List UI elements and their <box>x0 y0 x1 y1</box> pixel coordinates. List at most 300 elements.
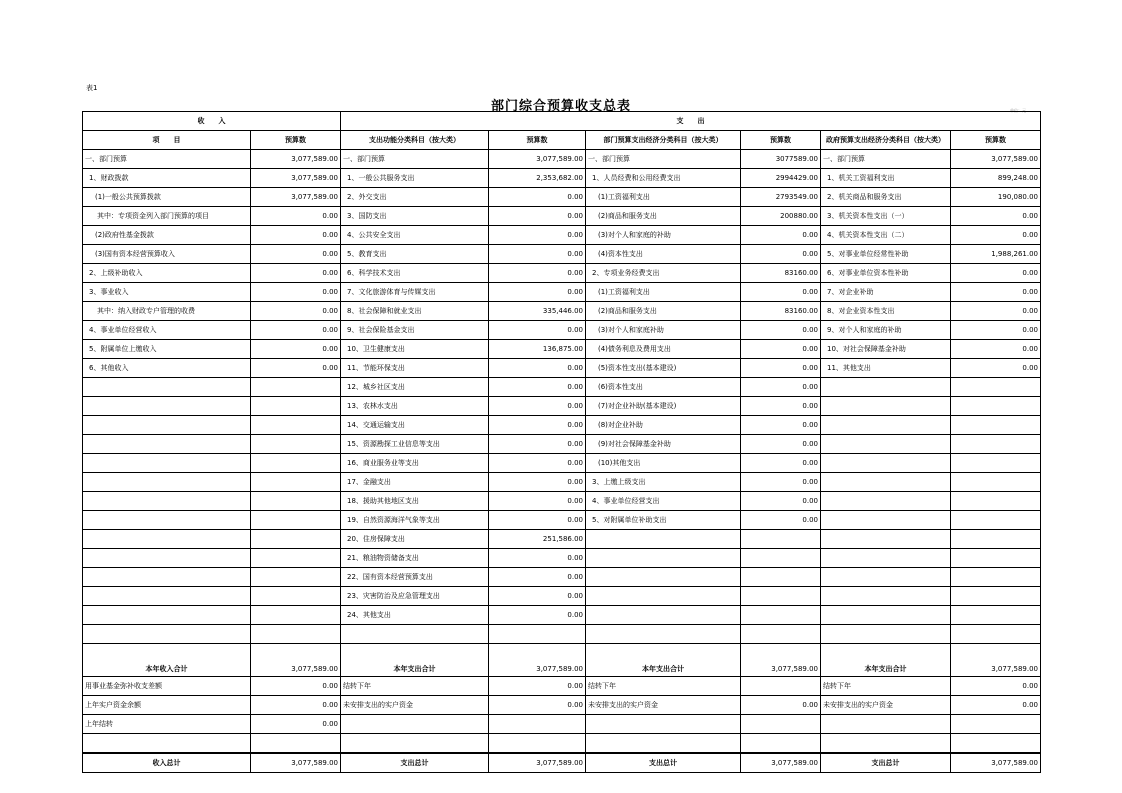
income-amount: 0.00 <box>251 696 341 715</box>
functional-amount: 0.00 <box>489 549 586 568</box>
gov-economic-item: 9、对个人和家庭的补助 <box>821 321 951 340</box>
gov-economic-amount <box>951 587 1041 606</box>
dept-economic-item: (2)商品和服务支出 <box>586 302 741 321</box>
dept-economic-item: (8)对企业补助 <box>586 416 741 435</box>
functional-amount: 0.00 <box>489 397 586 416</box>
functional-amount: 0.00 <box>489 454 586 473</box>
income-amount <box>251 587 341 606</box>
functional-item: 支出总计 <box>341 753 489 773</box>
income-amount: 0.00 <box>251 302 341 321</box>
functional-item: 11、节能环保支出 <box>341 359 489 378</box>
col-header-budget: 预算数 <box>251 131 341 150</box>
dept-economic-item <box>586 530 741 549</box>
dept-economic-item: (4)债务利息及费用支出 <box>586 340 741 359</box>
gov-economic-amount <box>951 397 1041 416</box>
table-row <box>83 625 1041 644</box>
dept-economic-amount: 0.00 <box>741 435 821 454</box>
income-amount: 0.00 <box>251 226 341 245</box>
gov-economic-amount: 0.00 <box>951 696 1041 715</box>
gov-economic-amount: 3,077,589.00 <box>951 644 1041 677</box>
gov-economic-item: 2、机关商品和服务支出 <box>821 188 951 207</box>
gov-economic-item: 本年支出合计 <box>821 644 951 677</box>
table-row <box>83 606 1041 625</box>
table-row <box>83 397 1041 416</box>
gov-economic-item <box>821 435 951 454</box>
income-amount <box>251 378 341 397</box>
gov-economic-amount <box>951 734 1041 754</box>
income-item: 一、部门预算 <box>83 150 251 169</box>
income-item <box>83 454 251 473</box>
gov-economic-amount <box>951 568 1041 587</box>
table-row <box>83 264 1041 283</box>
dept-economic-amount <box>741 734 821 754</box>
dept-economic-amount: 2793549.00 <box>741 188 821 207</box>
col-header-budget: 预算数 <box>951 131 1041 150</box>
gov-economic-item: 5、对事业单位经常性补助 <box>821 245 951 264</box>
functional-item: 8、社会保障和就业支出 <box>341 302 489 321</box>
functional-item: 5、教育支出 <box>341 245 489 264</box>
gov-economic-amount <box>951 492 1041 511</box>
income-amount: 3,077,589.00 <box>251 188 341 207</box>
dept-economic-amount <box>741 568 821 587</box>
income-amount <box>251 625 341 644</box>
dept-economic-amount <box>741 549 821 568</box>
gov-economic-amount <box>951 416 1041 435</box>
unit-label: 单位：元 <box>1010 108 1026 113</box>
dept-economic-amount: 0.00 <box>741 340 821 359</box>
income-item <box>83 606 251 625</box>
dept-economic-item <box>586 734 741 754</box>
income-item: 收入总计 <box>83 753 251 773</box>
gov-economic-item <box>821 416 951 435</box>
gov-economic-item <box>821 511 951 530</box>
col-header-dept-economic: 部门预算支出经济分类科目（按大类） <box>586 131 741 150</box>
functional-amount: 0.00 <box>489 696 586 715</box>
functional-amount: 0.00 <box>489 188 586 207</box>
functional-amount: 0.00 <box>489 283 586 302</box>
gov-economic-amount <box>951 530 1041 549</box>
income-amount: 0.00 <box>251 283 341 302</box>
income-item: (2)政府性基金拨款 <box>83 226 251 245</box>
income-item <box>83 549 251 568</box>
income-amount <box>251 416 341 435</box>
functional-item: 19、自然资源海洋气象等支出 <box>341 511 489 530</box>
functional-item: 1、一般公共服务支出 <box>341 169 489 188</box>
table-row <box>83 734 1041 754</box>
income-amount: 0.00 <box>251 677 341 696</box>
income-amount <box>251 397 341 416</box>
income-item: 其中：纳入财政专户管理的收费 <box>83 302 251 321</box>
income-item: 6、其他收入 <box>83 359 251 378</box>
dept-economic-amount: 0.00 <box>741 511 821 530</box>
dept-economic-amount: 0.00 <box>741 397 821 416</box>
col-header-gov-economic: 政府预算支出经济分类科目（按大类） <box>821 131 951 150</box>
gov-economic-item <box>821 715 951 734</box>
dept-economic-item: (3)对个人和家庭的补助 <box>586 226 741 245</box>
gov-economic-item: 1、机关工资福利支出 <box>821 169 951 188</box>
functional-item: 18、援助其他地区支出 <box>341 492 489 511</box>
functional-amount: 0.00 <box>489 606 586 625</box>
dept-economic-item: 支出总计 <box>586 753 741 773</box>
dept-economic-item: (1)工资福利支出 <box>586 283 741 302</box>
functional-item <box>341 734 489 754</box>
table-row <box>83 549 1041 568</box>
dept-economic-amount: 0.00 <box>741 473 821 492</box>
functional-item: 7、文化旅游体育与传媒支出 <box>341 283 489 302</box>
dept-economic-amount <box>741 715 821 734</box>
functional-amount: 0.00 <box>489 321 586 340</box>
gov-economic-item: 11、其他支出 <box>821 359 951 378</box>
functional-item: 16、商业服务业等支出 <box>341 454 489 473</box>
gov-economic-item <box>821 378 951 397</box>
table-row <box>83 568 1041 587</box>
gov-economic-item: 3、机关资本性支出（一） <box>821 207 951 226</box>
dept-economic-item: 5、对附属单位补助支出 <box>586 511 741 530</box>
functional-amount: 0.00 <box>489 378 586 397</box>
table-label: 表1 <box>86 84 98 92</box>
income-item: (3)国有资本经营预算收入 <box>83 245 251 264</box>
gov-economic-amount: 0.00 <box>951 359 1041 378</box>
functional-amount: 0.00 <box>489 359 586 378</box>
functional-amount: 3,077,589.00 <box>489 150 586 169</box>
functional-amount: 3,077,589.00 <box>489 753 586 773</box>
functional-item: 结转下年 <box>341 677 489 696</box>
gov-economic-amount <box>951 625 1041 644</box>
gov-economic-item: 7、对企业补助 <box>821 283 951 302</box>
dept-economic-item: 本年支出合计 <box>586 644 741 677</box>
income-amount <box>251 549 341 568</box>
gov-economic-amount: 0.00 <box>951 283 1041 302</box>
column-header-row <box>83 131 1041 150</box>
budget-table <box>82 111 1041 773</box>
functional-amount: 0.00 <box>489 245 586 264</box>
gov-economic-amount <box>951 378 1041 397</box>
income-amount <box>251 530 341 549</box>
dept-economic-amount <box>741 587 821 606</box>
dept-economic-item: 一、部门预算 <box>586 150 741 169</box>
table-row <box>83 245 1041 264</box>
income-amount <box>251 473 341 492</box>
functional-item: 一、部门预算 <box>341 150 489 169</box>
income-amount: 3,077,589.00 <box>251 644 341 677</box>
income-item: 其中：专项资金列入部门预算的项目 <box>83 207 251 226</box>
dept-economic-amount <box>741 677 821 696</box>
table-row <box>83 302 1041 321</box>
col-header-functional: 支出功能分类科目（按大类） <box>341 131 489 150</box>
income-item: 3、事业收入 <box>83 283 251 302</box>
functional-item: 14、交通运输支出 <box>341 416 489 435</box>
income-item: 本年收入合计 <box>83 644 251 677</box>
functional-amount: 335,446.00 <box>489 302 586 321</box>
functional-amount: 0.00 <box>489 511 586 530</box>
dept-economic-amount: 0.00 <box>741 283 821 302</box>
functional-item <box>341 625 489 644</box>
functional-amount: 0.00 <box>489 677 586 696</box>
income-item: (1)一般公共预算拨款 <box>83 188 251 207</box>
gov-economic-item <box>821 625 951 644</box>
income-item <box>83 511 251 530</box>
gov-economic-amount <box>951 549 1041 568</box>
gov-economic-item <box>821 473 951 492</box>
dept-economic-amount: 0.00 <box>741 696 821 715</box>
gov-economic-amount: 0.00 <box>951 302 1041 321</box>
dept-economic-item: 2、专项业务经费支出 <box>586 264 741 283</box>
income-amount <box>251 568 341 587</box>
income-item <box>83 473 251 492</box>
table-row <box>83 207 1041 226</box>
table-row <box>83 473 1041 492</box>
income-item: 用事业基金弥补收支差额 <box>83 677 251 696</box>
income-item <box>83 734 251 754</box>
income-amount: 0.00 <box>251 321 341 340</box>
table-row <box>83 587 1041 606</box>
income-amount <box>251 511 341 530</box>
income-item: 上年实户资金余额 <box>83 696 251 715</box>
dept-economic-amount: 0.00 <box>741 321 821 340</box>
income-item <box>83 416 251 435</box>
gov-economic-item: 6、对事业单位资本性补助 <box>821 264 951 283</box>
dept-economic-amount: 0.00 <box>741 454 821 473</box>
col-header-item: 项 目 <box>83 131 251 150</box>
gov-economic-item: 10、对社会保障基金补助 <box>821 340 951 359</box>
gov-economic-item: 未安排支出的实户资金 <box>821 696 951 715</box>
gov-economic-amount: 190,080.00 <box>951 188 1041 207</box>
income-amount <box>251 492 341 511</box>
income-amount <box>251 435 341 454</box>
functional-amount: 0.00 <box>489 264 586 283</box>
gov-economic-item <box>821 530 951 549</box>
income-amount: 0.00 <box>251 715 341 734</box>
dept-economic-item: 1、人员经费和公用经费支出 <box>586 169 741 188</box>
table-row <box>83 150 1041 169</box>
income-item <box>83 530 251 549</box>
functional-amount: 0.00 <box>489 435 586 454</box>
dept-economic-item: (1)工资福利支出 <box>586 188 741 207</box>
dept-economic-item <box>586 587 741 606</box>
income-amount: 0.00 <box>251 359 341 378</box>
gov-economic-amount: 1,988,261.00 <box>951 245 1041 264</box>
functional-item: 4、公共安全支出 <box>341 226 489 245</box>
functional-amount: 0.00 <box>489 568 586 587</box>
table-row <box>83 340 1041 359</box>
expense-section-header: 支 出 <box>341 112 1041 131</box>
functional-item: 13、农林水支出 <box>341 397 489 416</box>
dept-economic-amount: 3077589.00 <box>741 150 821 169</box>
dept-economic-amount: 3,077,589.00 <box>741 644 821 677</box>
grand-total-row <box>83 753 1041 773</box>
gov-economic-item: 4、机关资本性支出（二） <box>821 226 951 245</box>
gov-economic-amount <box>951 435 1041 454</box>
functional-item: 9、社会保险基金支出 <box>341 321 489 340</box>
table-row <box>83 454 1041 473</box>
dept-economic-item <box>586 625 741 644</box>
functional-amount: 2,353,682.00 <box>489 169 586 188</box>
functional-amount: 0.00 <box>489 473 586 492</box>
dept-economic-item: (3)对个人和家庭补助 <box>586 321 741 340</box>
dept-economic-item: (5)资本性支出(基本建设) <box>586 359 741 378</box>
gov-economic-amount <box>951 715 1041 734</box>
col-header-budget: 预算数 <box>741 131 821 150</box>
dept-economic-item: 3、上缴上级支出 <box>586 473 741 492</box>
functional-item: 24、其他支出 <box>341 606 489 625</box>
functional-amount: 136,875.00 <box>489 340 586 359</box>
functional-item: 6、科学技术支出 <box>341 264 489 283</box>
functional-amount: 0.00 <box>489 587 586 606</box>
income-amount <box>251 454 341 473</box>
gov-economic-item: 8、对企业资本性支出 <box>821 302 951 321</box>
dept-economic-item: (7)对企业补助(基本建设) <box>586 397 741 416</box>
dept-economic-amount: 83160.00 <box>741 264 821 283</box>
gov-economic-amount: 3,077,589.00 <box>951 753 1041 773</box>
dept-economic-amount: 0.00 <box>741 492 821 511</box>
gov-economic-amount: 0.00 <box>951 226 1041 245</box>
table-row <box>83 378 1041 397</box>
dept-economic-amount: 0.00 <box>741 245 821 264</box>
income-amount <box>251 734 341 754</box>
income-item: 上年结转 <box>83 715 251 734</box>
income-item: 2、上级补助收入 <box>83 264 251 283</box>
dept-economic-item: 结转下年 <box>586 677 741 696</box>
income-item <box>83 378 251 397</box>
dept-economic-amount <box>741 625 821 644</box>
income-amount: 0.00 <box>251 207 341 226</box>
table-row <box>83 435 1041 454</box>
gov-economic-item <box>821 734 951 754</box>
dept-economic-amount: 200880.00 <box>741 207 821 226</box>
income-amount: 0.00 <box>251 264 341 283</box>
dept-economic-amount: 0.00 <box>741 359 821 378</box>
income-section-header: 收 入 <box>83 112 341 131</box>
gov-economic-amount: 0.00 <box>951 264 1041 283</box>
table-row <box>83 226 1041 245</box>
dept-economic-amount: 83160.00 <box>741 302 821 321</box>
gov-economic-item <box>821 606 951 625</box>
income-amount: 0.00 <box>251 245 341 264</box>
income-amount: 3,077,589.00 <box>251 150 341 169</box>
gov-economic-item <box>821 397 951 416</box>
functional-item: 22、国有资本经营预算支出 <box>341 568 489 587</box>
gov-economic-amount: 0.00 <box>951 677 1041 696</box>
dept-economic-item: 未安排支出的实户资金 <box>586 696 741 715</box>
table-row <box>83 416 1041 435</box>
dept-economic-amount: 0.00 <box>741 378 821 397</box>
dept-economic-amount: 0.00 <box>741 226 821 245</box>
functional-item: 23、灾害防治及应急管理支出 <box>341 587 489 606</box>
dept-economic-item: (10)其他支出 <box>586 454 741 473</box>
functional-item: 21、粮油物资储备支出 <box>341 549 489 568</box>
functional-amount <box>489 734 586 754</box>
page-title: 部门综合预算收支总表 <box>490 99 631 114</box>
functional-amount: 0.00 <box>489 492 586 511</box>
gov-economic-item <box>821 568 951 587</box>
functional-amount: 3,077,589.00 <box>489 644 586 677</box>
col-header-budget: 预算数 <box>489 131 586 150</box>
dept-economic-item <box>586 568 741 587</box>
income-amount: 3,077,589.00 <box>251 169 341 188</box>
table-row <box>83 169 1041 188</box>
income-item: 4、事业单位经营收入 <box>83 321 251 340</box>
table-row <box>83 283 1041 302</box>
gov-economic-amount: 3,077,589.00 <box>951 150 1041 169</box>
functional-item <box>341 715 489 734</box>
income-item: 5、附属单位上缴收入 <box>83 340 251 359</box>
gov-economic-item: 一、部门预算 <box>821 150 951 169</box>
table-row <box>83 530 1041 549</box>
dept-economic-item: (9)对社会保障基金补助 <box>586 435 741 454</box>
dept-economic-amount: 0.00 <box>741 416 821 435</box>
table-row <box>83 677 1041 696</box>
functional-item: 17、金融支出 <box>341 473 489 492</box>
income-item <box>83 587 251 606</box>
income-item <box>83 397 251 416</box>
functional-amount: 0.00 <box>489 416 586 435</box>
functional-amount: 251,586.00 <box>489 530 586 549</box>
dept-economic-item: (6)资本性支出 <box>586 378 741 397</box>
gov-economic-amount <box>951 454 1041 473</box>
functional-item: 3、国防支出 <box>341 207 489 226</box>
dept-economic-item <box>586 549 741 568</box>
income-amount: 3,077,589.00 <box>251 753 341 773</box>
dept-economic-item: (2)商品和服务支出 <box>586 207 741 226</box>
income-item: 1、财政拨款 <box>83 169 251 188</box>
gov-economic-amount <box>951 473 1041 492</box>
functional-item: 本年支出合计 <box>341 644 489 677</box>
functional-amount <box>489 625 586 644</box>
functional-amount: 0.00 <box>489 226 586 245</box>
dept-economic-item: (4)资本性支出 <box>586 245 741 264</box>
dept-economic-amount: 3,077,589.00 <box>741 753 821 773</box>
income-item <box>83 435 251 454</box>
functional-item: 20、住房保障支出 <box>341 530 489 549</box>
table-row <box>83 359 1041 378</box>
functional-item: 12、城乡社区支出 <box>341 378 489 397</box>
gov-economic-item: 结转下年 <box>821 677 951 696</box>
income-amount: 0.00 <box>251 340 341 359</box>
dept-economic-item: 4、事业单位经营支出 <box>586 492 741 511</box>
table-row <box>83 696 1041 715</box>
dept-economic-amount: 2994429.00 <box>741 169 821 188</box>
gov-economic-amount: 0.00 <box>951 340 1041 359</box>
gov-economic-item: 支出总计 <box>821 753 951 773</box>
income-item <box>83 568 251 587</box>
income-amount <box>251 606 341 625</box>
gov-economic-amount: 0.00 <box>951 207 1041 226</box>
gov-economic-amount: 899,248.00 <box>951 169 1041 188</box>
dept-economic-item <box>586 715 741 734</box>
gov-economic-amount <box>951 606 1041 625</box>
functional-amount: 0.00 <box>489 207 586 226</box>
dept-economic-amount <box>741 530 821 549</box>
table-row <box>83 188 1041 207</box>
year-total-row <box>83 644 1041 677</box>
table-row <box>83 321 1041 340</box>
dept-economic-item <box>586 606 741 625</box>
income-item <box>83 492 251 511</box>
gov-economic-amount: 0.00 <box>951 321 1041 340</box>
gov-economic-item <box>821 454 951 473</box>
gov-economic-item <box>821 492 951 511</box>
functional-item: 10、卫生健康支出 <box>341 340 489 359</box>
table-row <box>83 492 1041 511</box>
table-row <box>83 511 1041 530</box>
functional-item: 2、外交支出 <box>341 188 489 207</box>
table-row <box>83 715 1041 734</box>
gov-economic-item <box>821 587 951 606</box>
gov-economic-amount <box>951 511 1041 530</box>
functional-item: 未安排支出的实户资金 <box>341 696 489 715</box>
gov-economic-item <box>821 549 951 568</box>
income-item <box>83 625 251 644</box>
